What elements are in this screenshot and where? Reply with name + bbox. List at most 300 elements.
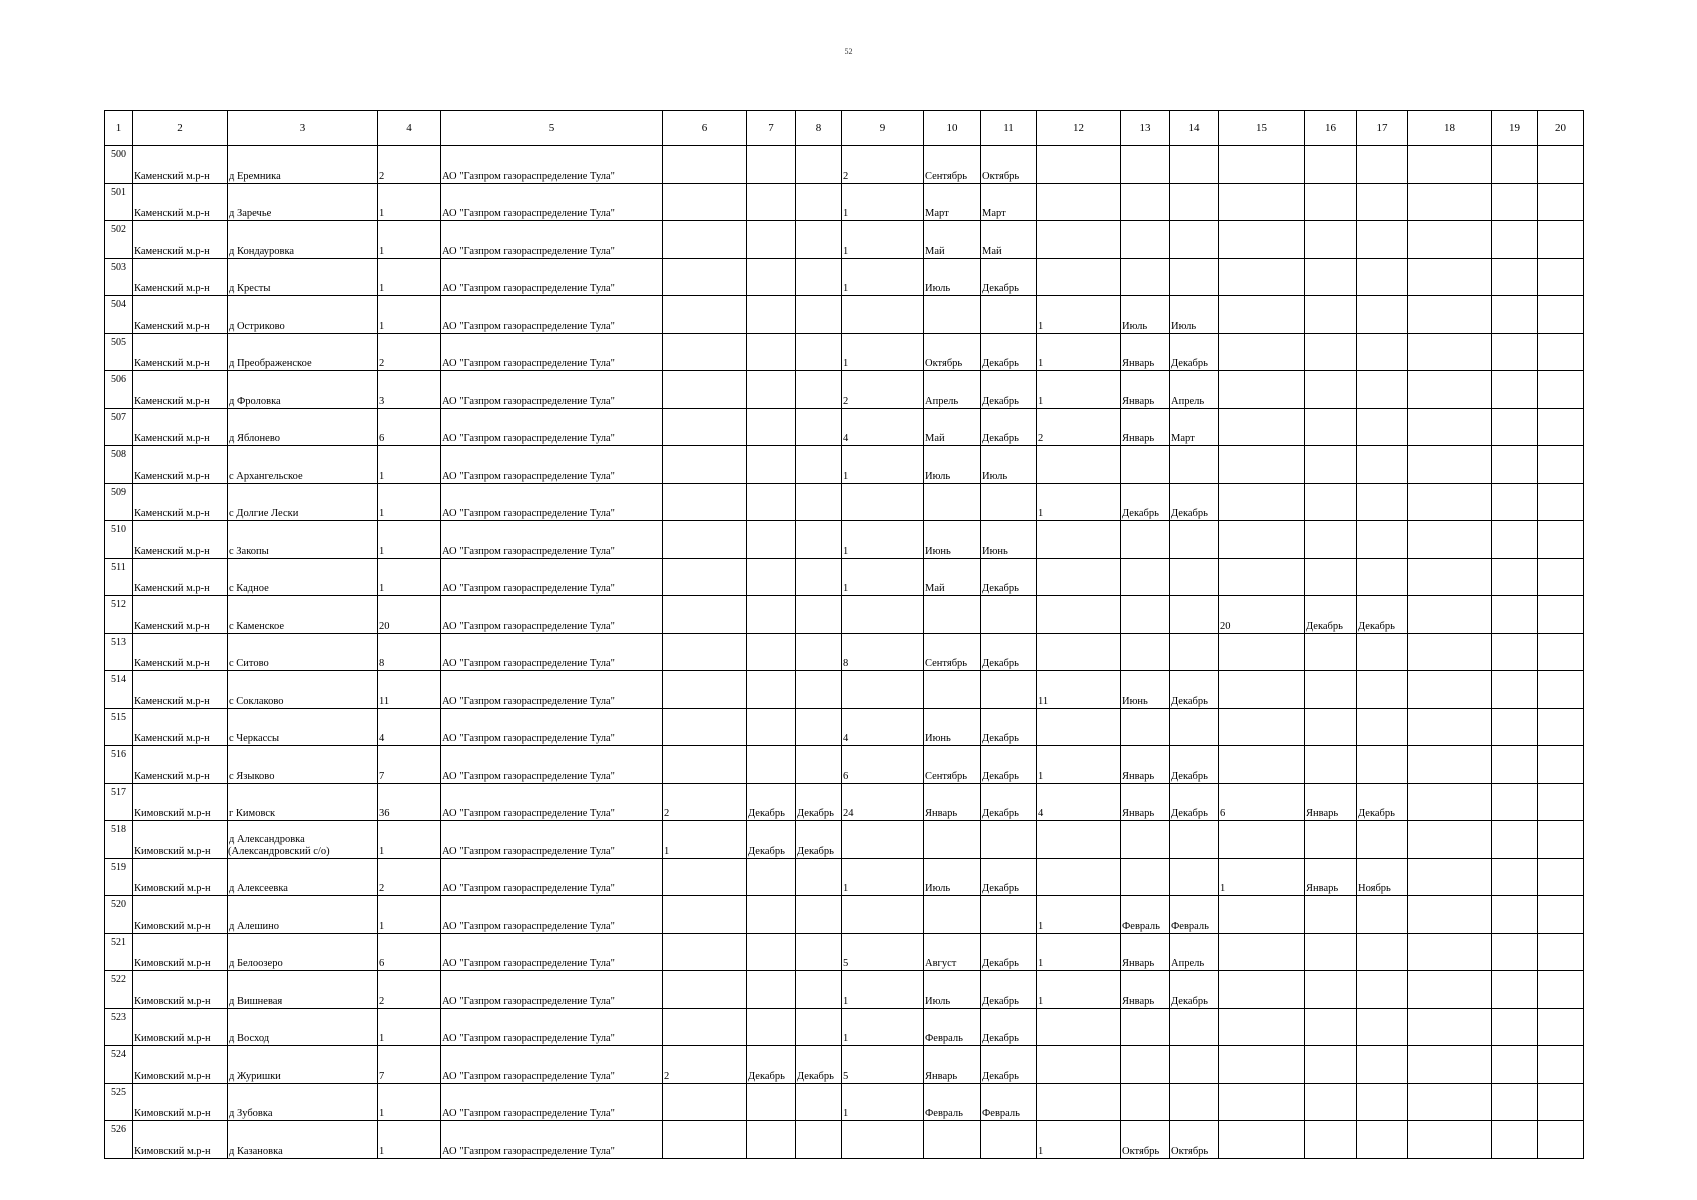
- table-cell: [1357, 408, 1408, 446]
- table-cell: [924, 933, 981, 971]
- table-cell: [1538, 483, 1584, 521]
- table-cell: [1492, 521, 1538, 559]
- cell-text: 2: [1038, 433, 1044, 444]
- cell-text: [796, 433, 797, 444]
- cell-text: Июль: [925, 470, 951, 482]
- table-cell: [441, 1008, 663, 1046]
- cell-text: [1219, 171, 1220, 182]
- row-number-cell: 511: [105, 558, 133, 596]
- table-cell: [441, 333, 663, 371]
- table-cell: [1492, 971, 1538, 1009]
- table-cell: [378, 1121, 441, 1159]
- row-number-cell: 509: [105, 483, 133, 521]
- cell-text: [1408, 846, 1409, 857]
- column-header-10: 10: [924, 111, 981, 146]
- table-cell: [1037, 558, 1121, 596]
- cell-text: 1: [843, 283, 849, 294]
- cell-text: 11: [379, 695, 390, 707]
- cell-text: [1357, 171, 1358, 182]
- cell-text: д Остриково: [229, 320, 285, 332]
- table-cell: [1357, 371, 1408, 409]
- table-cell: [663, 633, 747, 671]
- table-cell: [1408, 1008, 1492, 1046]
- table-cell: [981, 296, 1037, 334]
- table-cell: [842, 933, 924, 971]
- cell-text: [663, 508, 664, 519]
- table-row: [105, 858, 1584, 896]
- table-cell: [378, 183, 441, 221]
- cell-text: [1170, 658, 1171, 669]
- cell-text: 1: [379, 845, 385, 857]
- cell-text: [1219, 1146, 1220, 1157]
- cell-text: [1492, 471, 1493, 482]
- table-cell: [133, 1121, 228, 1159]
- table-cell: [981, 221, 1037, 259]
- cell-text: [1492, 696, 1493, 707]
- header-row: [105, 111, 1584, 146]
- table-cell: [228, 783, 378, 821]
- cell-text: [1492, 246, 1493, 257]
- table-cell: [842, 483, 924, 521]
- table-cell: [378, 258, 441, 296]
- table-cell: [1219, 1046, 1305, 1084]
- table-cell: [133, 708, 228, 746]
- cell-text: Январь: [1306, 883, 1339, 894]
- table-cell: [747, 521, 796, 559]
- cell-text: Декабрь: [797, 1070, 834, 1082]
- table-cell: [842, 446, 924, 484]
- cell-text: [796, 921, 797, 932]
- cell-text: [1305, 996, 1306, 1007]
- table-cell: [747, 1083, 796, 1121]
- cell-text: 1: [379, 1145, 385, 1157]
- table-cell: [1121, 971, 1170, 1009]
- table-cell: [747, 183, 796, 221]
- cell-text: [1492, 358, 1493, 369]
- table-row: [105, 671, 1584, 709]
- table-cell: [1357, 746, 1408, 784]
- table-cell: [924, 558, 981, 596]
- cell-text: [1037, 658, 1038, 669]
- table-cell: [796, 896, 842, 934]
- cell-text: [1408, 321, 1409, 332]
- cell-text: [1219, 771, 1220, 782]
- row-number-cell: 500: [105, 146, 133, 184]
- table-cell: [133, 296, 228, 334]
- cell-text: 6: [379, 958, 385, 969]
- cell-text: АО "Газпром газораспределение Тула": [442, 620, 615, 632]
- table-cell: [663, 1008, 747, 1046]
- column-header-16: 16: [1305, 111, 1357, 146]
- cell-text: [1121, 171, 1122, 182]
- cell-text: [796, 208, 797, 219]
- table-cell: [1408, 746, 1492, 784]
- cell-text: [1357, 1146, 1358, 1157]
- table-cell: [924, 1121, 981, 1159]
- table-row: [105, 708, 1584, 746]
- cell-text: [1538, 321, 1539, 332]
- table-cell: [378, 146, 441, 184]
- cell-text: [1538, 208, 1539, 219]
- table-cell: [1357, 671, 1408, 709]
- row-number-cell: 520: [105, 896, 133, 934]
- table-cell: [1219, 1083, 1305, 1121]
- row-number-cell: 505: [105, 333, 133, 371]
- cell-text: Июнь: [982, 545, 1008, 557]
- cell-text: АО "Газпром газораспределение Тула": [442, 470, 615, 482]
- table-cell: [378, 296, 441, 334]
- column-header-6: 6: [663, 111, 747, 146]
- cell-text: [1305, 846, 1306, 857]
- cell-text: Кимовский м.р-н: [134, 1070, 211, 1082]
- cell-text: Каменский м.р-н: [134, 283, 210, 294]
- table-cell: [1121, 483, 1170, 521]
- cell-text: [747, 358, 748, 369]
- cell-text: [747, 658, 748, 669]
- table-cell: [133, 521, 228, 559]
- cell-text: [1408, 1146, 1409, 1157]
- table-cell: [228, 221, 378, 259]
- cell-text: Декабрь: [982, 658, 1019, 669]
- cell-text: 6: [843, 770, 849, 782]
- cell-text: [1037, 1071, 1038, 1082]
- table-cell: [1305, 521, 1357, 559]
- cell-text: 1: [1038, 395, 1044, 407]
- table-cell: [1408, 1121, 1492, 1159]
- table-cell: [1121, 183, 1170, 221]
- data-table: [104, 110, 1584, 1159]
- table-cell: [378, 1008, 441, 1046]
- cell-text: [1492, 321, 1493, 332]
- table-row: [105, 933, 1584, 971]
- table-cell: [1357, 521, 1408, 559]
- table-cell: [1408, 483, 1492, 521]
- cell-text: 11: [1038, 695, 1049, 707]
- cell-text: Март: [982, 208, 1006, 219]
- cell-text: Декабрь: [982, 1070, 1019, 1082]
- cell-text: АО "Газпром газораспределение Тула": [442, 283, 615, 294]
- cell-text: [796, 583, 797, 594]
- cell-text: [1538, 471, 1539, 482]
- cell-text: Август: [925, 958, 957, 969]
- table-cell: [981, 146, 1037, 184]
- table-cell: [1170, 296, 1219, 334]
- table-cell: [1170, 746, 1219, 784]
- cell-text: [1305, 733, 1306, 744]
- table-cell: [378, 971, 441, 1009]
- table-cell: [747, 558, 796, 596]
- cell-text: д Александровка (Александровский с/о): [228, 833, 330, 857]
- table-cell: [1492, 333, 1538, 371]
- cell-text: [796, 621, 797, 632]
- cell-text: [796, 546, 797, 557]
- table-cell: [1037, 596, 1121, 634]
- table-cell: [1305, 633, 1357, 671]
- cell-text: [1305, 171, 1306, 182]
- table-cell: [796, 933, 842, 971]
- cell-text: 1: [379, 245, 385, 257]
- table-cell: [1538, 146, 1584, 184]
- cell-text: [924, 696, 925, 707]
- cell-text: Кимовский м.р-н: [134, 1033, 211, 1044]
- cell-text: 5: [843, 1070, 849, 1082]
- table-row: [105, 821, 1584, 859]
- cell-text: Кимовский м.р-н: [134, 808, 211, 819]
- column-header-9: 9: [842, 111, 924, 146]
- table-cell: [1037, 483, 1121, 521]
- table-row: [105, 221, 1584, 259]
- cell-text: 1: [843, 245, 849, 257]
- cell-text: [1357, 546, 1358, 557]
- table-cell: [1170, 933, 1219, 971]
- cell-text: [1037, 208, 1038, 219]
- cell-text: Январь: [1122, 808, 1155, 819]
- cell-text: [1408, 771, 1409, 782]
- table-row: [105, 596, 1584, 634]
- table-cell: [1219, 146, 1305, 184]
- cell-text: АО "Газпром газораспределение Тула": [442, 658, 615, 669]
- cell-text: [1170, 171, 1171, 182]
- cell-text: [1408, 958, 1409, 969]
- table-cell: [228, 146, 378, 184]
- table-cell: [981, 1046, 1037, 1084]
- table-cell: [378, 1083, 441, 1121]
- cell-text: Каменский м.р-н: [134, 208, 210, 219]
- table-cell: [228, 708, 378, 746]
- cell-text: [663, 546, 664, 557]
- cell-text: Июль: [1122, 320, 1148, 332]
- cell-text: [663, 883, 664, 894]
- table-cell: [663, 783, 747, 821]
- table-cell: [1121, 858, 1170, 896]
- table-cell: [1219, 408, 1305, 446]
- table-cell: [796, 558, 842, 596]
- table-cell: [981, 408, 1037, 446]
- table-cell: [228, 746, 378, 784]
- table-cell: [1219, 558, 1305, 596]
- table-cell: [441, 896, 663, 934]
- table-cell: [441, 708, 663, 746]
- table-cell: [981, 633, 1037, 671]
- table-row: [105, 971, 1584, 1009]
- table-cell: [747, 746, 796, 784]
- cell-text: Каменский м.р-н: [134, 733, 210, 744]
- cell-text: Каменский м.р-н: [134, 358, 210, 369]
- cell-text: 1: [1038, 770, 1044, 782]
- table-cell: [1408, 258, 1492, 296]
- table-cell: [133, 896, 228, 934]
- table-cell: [1037, 708, 1121, 746]
- cell-text: [1121, 283, 1122, 294]
- cell-text: [1408, 808, 1409, 819]
- cell-text: [1170, 733, 1171, 744]
- table-cell: [228, 1083, 378, 1121]
- row-number-cell: 517: [105, 783, 133, 821]
- cell-text: [1219, 1071, 1220, 1082]
- table-cell: [1219, 333, 1305, 371]
- cell-text: [1219, 583, 1220, 594]
- table-cell: [441, 1083, 663, 1121]
- cell-text: [1357, 208, 1358, 219]
- cell-text: 1: [379, 583, 385, 594]
- cell-text: Октябрь: [1171, 1145, 1209, 1157]
- table-cell: [441, 821, 663, 859]
- cell-text: с Закопы: [229, 545, 269, 557]
- cell-text: [1408, 358, 1409, 369]
- table-cell: [842, 183, 924, 221]
- cell-text: Январь: [1122, 395, 1155, 407]
- cell-text: АО "Газпром газораспределение Тула": [442, 1108, 615, 1119]
- table-cell: [1219, 746, 1305, 784]
- table-cell: [663, 296, 747, 334]
- cell-text: д Зубовка: [229, 1108, 273, 1119]
- cell-text: [1408, 658, 1409, 669]
- table-cell: [796, 596, 842, 634]
- table-cell: [663, 146, 747, 184]
- table-cell: [1492, 708, 1538, 746]
- table-cell: [1408, 708, 1492, 746]
- cell-text: [796, 883, 797, 894]
- cell-text: [747, 396, 748, 407]
- cell-text: АО "Газпром газораспределение Тула": [442, 695, 615, 707]
- row-number-cell: 516: [105, 746, 133, 784]
- cell-text: [1357, 471, 1358, 482]
- cell-text: [1219, 508, 1220, 519]
- table-cell: [441, 446, 663, 484]
- row-number-cell: 502: [105, 221, 133, 259]
- table-cell: [378, 371, 441, 409]
- table-cell: [441, 783, 663, 821]
- cell-text: [1357, 733, 1358, 744]
- table-cell: [1037, 858, 1121, 896]
- table-cell: [1538, 896, 1584, 934]
- cell-text: [747, 958, 748, 969]
- cell-text: [1305, 433, 1306, 444]
- table-cell: [441, 746, 663, 784]
- cell-text: АО "Газпром газораспределение Тула": [442, 995, 615, 1007]
- cell-text: 1: [1038, 958, 1044, 969]
- cell-text: [1121, 1108, 1122, 1119]
- cell-text: 1: [843, 358, 849, 369]
- table-cell: [1121, 521, 1170, 559]
- table-cell: [228, 558, 378, 596]
- cell-text: 1: [843, 1108, 849, 1119]
- column-header-12: 12: [1037, 111, 1121, 146]
- row-number-cell: 504: [105, 296, 133, 334]
- table-cell: [924, 258, 981, 296]
- table-cell: [1170, 971, 1219, 1009]
- cell-text: Каменский м.р-н: [134, 658, 210, 669]
- cell-text: 2: [664, 808, 670, 819]
- table-cell: [924, 221, 981, 259]
- cell-text: Кимовский м.р-н: [134, 1145, 211, 1157]
- cell-text: [1408, 733, 1409, 744]
- cell-text: Февраль: [925, 1033, 963, 1044]
- cell-text: д Яблонево: [229, 433, 280, 444]
- table-cell: [981, 558, 1037, 596]
- cell-text: [1357, 846, 1358, 857]
- cell-text: [1170, 583, 1171, 594]
- table-cell: [1121, 221, 1170, 259]
- cell-text: [1492, 1033, 1493, 1044]
- row-number-cell: 510: [105, 521, 133, 559]
- cell-text: 1: [379, 920, 385, 932]
- cell-text: Каменский м.р-н: [134, 320, 210, 332]
- cell-text: [1357, 958, 1358, 969]
- cell-text: [1538, 171, 1539, 182]
- cell-text: Кимовский м.р-н: [134, 920, 211, 932]
- row-number-cell: 514: [105, 671, 133, 709]
- table-cell: [1121, 933, 1170, 971]
- column-header-5: 5: [441, 111, 663, 146]
- table-cell: [1408, 971, 1492, 1009]
- cell-text: 1: [379, 545, 385, 557]
- table-cell: [1121, 671, 1170, 709]
- table-cell: [1357, 1083, 1408, 1121]
- table-cell: [1305, 558, 1357, 596]
- table-cell: [663, 1121, 747, 1159]
- cell-text: 1: [1038, 920, 1044, 932]
- cell-text: [1538, 283, 1539, 294]
- cell-text: Кимовский м.р-н: [134, 995, 211, 1007]
- cell-text: [981, 921, 982, 932]
- table-cell: [747, 858, 796, 896]
- cell-text: с Кадное: [229, 583, 269, 594]
- cell-text: [1538, 358, 1539, 369]
- cell-text: [1305, 958, 1306, 969]
- table-cell: [378, 333, 441, 371]
- table-cell: [441, 258, 663, 296]
- cell-text: Декабрь: [797, 845, 834, 857]
- cell-text: Декабрь: [1171, 695, 1208, 707]
- cell-text: [796, 396, 797, 407]
- table-row: [105, 146, 1584, 184]
- cell-text: Декабрь: [982, 733, 1019, 744]
- table-cell: [1219, 971, 1305, 1009]
- cell-text: [1357, 396, 1358, 407]
- table-cell: [924, 183, 981, 221]
- cell-text: [1357, 246, 1358, 257]
- table-cell: [133, 371, 228, 409]
- cell-text: [1538, 546, 1539, 557]
- table-cell: [981, 746, 1037, 784]
- cell-text: Кимовский м.р-н: [134, 845, 211, 857]
- cell-text: д Фроловка: [229, 395, 281, 407]
- table-cell: [1357, 258, 1408, 296]
- cell-text: Январь: [1306, 808, 1339, 819]
- table-cell: [1170, 671, 1219, 709]
- table-cell: [1121, 708, 1170, 746]
- table-cell: [133, 183, 228, 221]
- cell-text: Июль: [925, 883, 951, 894]
- table-cell: [441, 296, 663, 334]
- table-cell: [1305, 146, 1357, 184]
- cell-text: [1408, 246, 1409, 257]
- cell-text: 4: [379, 733, 385, 744]
- cell-text: 7: [379, 770, 385, 782]
- table-cell: [981, 371, 1037, 409]
- table-cell: [981, 671, 1037, 709]
- table-cell: [133, 221, 228, 259]
- cell-text: [1305, 471, 1306, 482]
- cell-text: [1408, 471, 1409, 482]
- cell-text: [1037, 1108, 1038, 1119]
- table-cell: [981, 521, 1037, 559]
- table-row: [105, 1121, 1584, 1159]
- table-cell: [1305, 258, 1357, 296]
- table-cell: [133, 596, 228, 634]
- cell-text: [1357, 1108, 1358, 1119]
